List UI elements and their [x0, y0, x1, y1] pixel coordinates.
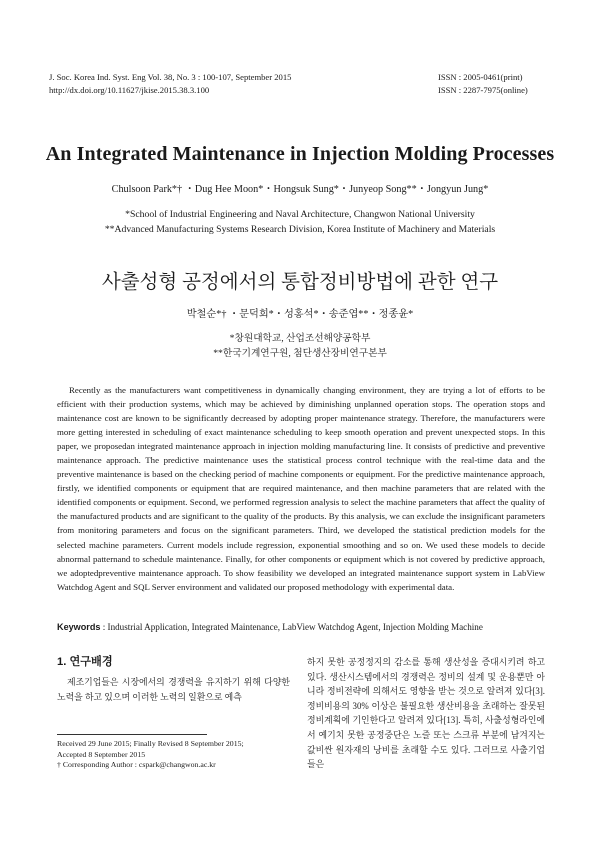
affiliation-ko-1: *창원대학교, 산업조선해양공학부: [229, 333, 371, 344]
footnotes: [57, 739, 297, 771]
journal-citation: J. Soc. Korea Ind. Syst. Eng Vol. 38, No. 3 : 100-107, September 2015: [49, 72, 292, 82]
body-text-left: 제조기업들은 시장에서의 경쟁력을 유지하기 위해 다양한 노력을 하고 있으며 이러한 노력의 일환으로 예측: [57, 677, 290, 702]
section-heading: 1. 연구배경: [57, 656, 113, 668]
journal-header: [49, 71, 369, 96]
authors-ko: 박철순*† ・문덕희*・성홍석*・송준엽**・정종윤*: [186, 309, 414, 320]
corresponding-author: † Corresponding Author : cspark@changwon.ac.kr: [57, 760, 216, 770]
paper-title-ko: 사출성형 공정에서의 통합정비방법에 관한 연구: [101, 272, 499, 293]
issn-block: [438, 71, 588, 96]
received-date: Received 29 June 2015; Finally Revised 8 September 2015;: [57, 739, 244, 748]
affiliations-ko: [40, 332, 560, 361]
keywords-text: : Industrial Application, Integrated Maintenance, LabView Watchdog Agent, Injection Molding Machine: [100, 622, 483, 632]
issn-print: ISSN : 2005-0461(print): [438, 72, 523, 82]
affiliation-en-1: *School of Industrial Engineering and Naval Architecture, Changwon National University: [125, 209, 475, 220]
affiliation-ko-2: **한국기계연구원, 첨단생산장비연구본부: [213, 347, 387, 359]
accepted-date: Accepted 8 September 2015: [57, 749, 146, 759]
footnote-divider: [57, 734, 207, 735]
affiliation-en-2: **Advanced Manufacturing Systems Research Division, Korea Institute of Machinery and Materials: [104, 223, 496, 235]
paper-title-en: An Integrated Maintenance in Injection Molding Processes: [45, 143, 555, 165]
keywords: [57, 622, 557, 632]
issn-online: ISSN : 2287-7975(online): [438, 84, 528, 95]
affiliations-en: [40, 208, 560, 237]
keywords-label: Keywords: [57, 622, 101, 632]
abstract: Recently as the manufacturers want competitiveness in dynamically changing environment, they are trying a lot of efforts to be efficient with their production systems, which may be achieved by diminishing unplanned operation stops. The operation stops and maintenance cost are known to be significantly decreased by adopting proper maintenance strategy. Therefore, the manufacturers were more getting interested in scheduling of exact maintenance scheduling to keep smooth operation and prevent unexpected stops. In this paper, we proposedan integrated maintenance approach in injection molding manufacturing line. It consists of predictive and preventive maintenance approach. The predictive maintenance uses the statistical process control technique with the real-time data and the preventive maintenance is based on the checking period of machine components or equipment. For the predictive maintenance approach, firstly, we identified components or equipment that are required maintenance, and then machine parameters that are related with the identified components or equipment. Second, we performed regression analysis to select the machine parameters that affect the quality of the manufactured products and are significant to the quality of the products. By this analysis, we can exclude the insignificant parameters from monitoring parameters and focus on the significant parameters. Third, we developed the statistical prediction models for the selected machine parameters. Current models include regression, exponential smoothing and so on. We used these models to decide abnormal patternand to schedule maintenance. Finally, for other components or equipment which is not covered by predictive approach, we adoptedpreventive maintenance approach. To show feasibility we developed an integrated maintenance support system in LabView Watchdog Agent and SQL Server environment and validated our proposed methodology with experimental data.: [57, 385, 545, 592]
authors-en: Chulsoon Park*† ・Dug Hee Moon*・Hongsuk Sung*・Junyeop Song**・Jongyun Jung*: [111, 184, 489, 195]
doi-link[interactable]: http://dx.doi.org/10.11627/jkise.2015.38.3.100: [49, 84, 210, 95]
body-text-right: 하지 못한 공정정지의 감소를 통해 생산성을 증대시키려 하고 있다. 생산시스템에서의 경쟁력은 정비의 설계 및 운용뿐만 아니라 정비전략에 의해서도 영향을 받는 것으로 알려져 있다[3]. 정비비용의 30% 이상은 불필요한 생산비용을 초래하는 잘못된 정비계획에 기인한다고 알려져 있다[13]. 특히, 사출성형라인에서 예기치 못한 공정중단은 노즐 또는 스크류 부분에 남겨지는 값비싼 원자재의 낭비를 초래할 수도 있다. 그러므로 사출기업들은: [307, 657, 545, 770]
